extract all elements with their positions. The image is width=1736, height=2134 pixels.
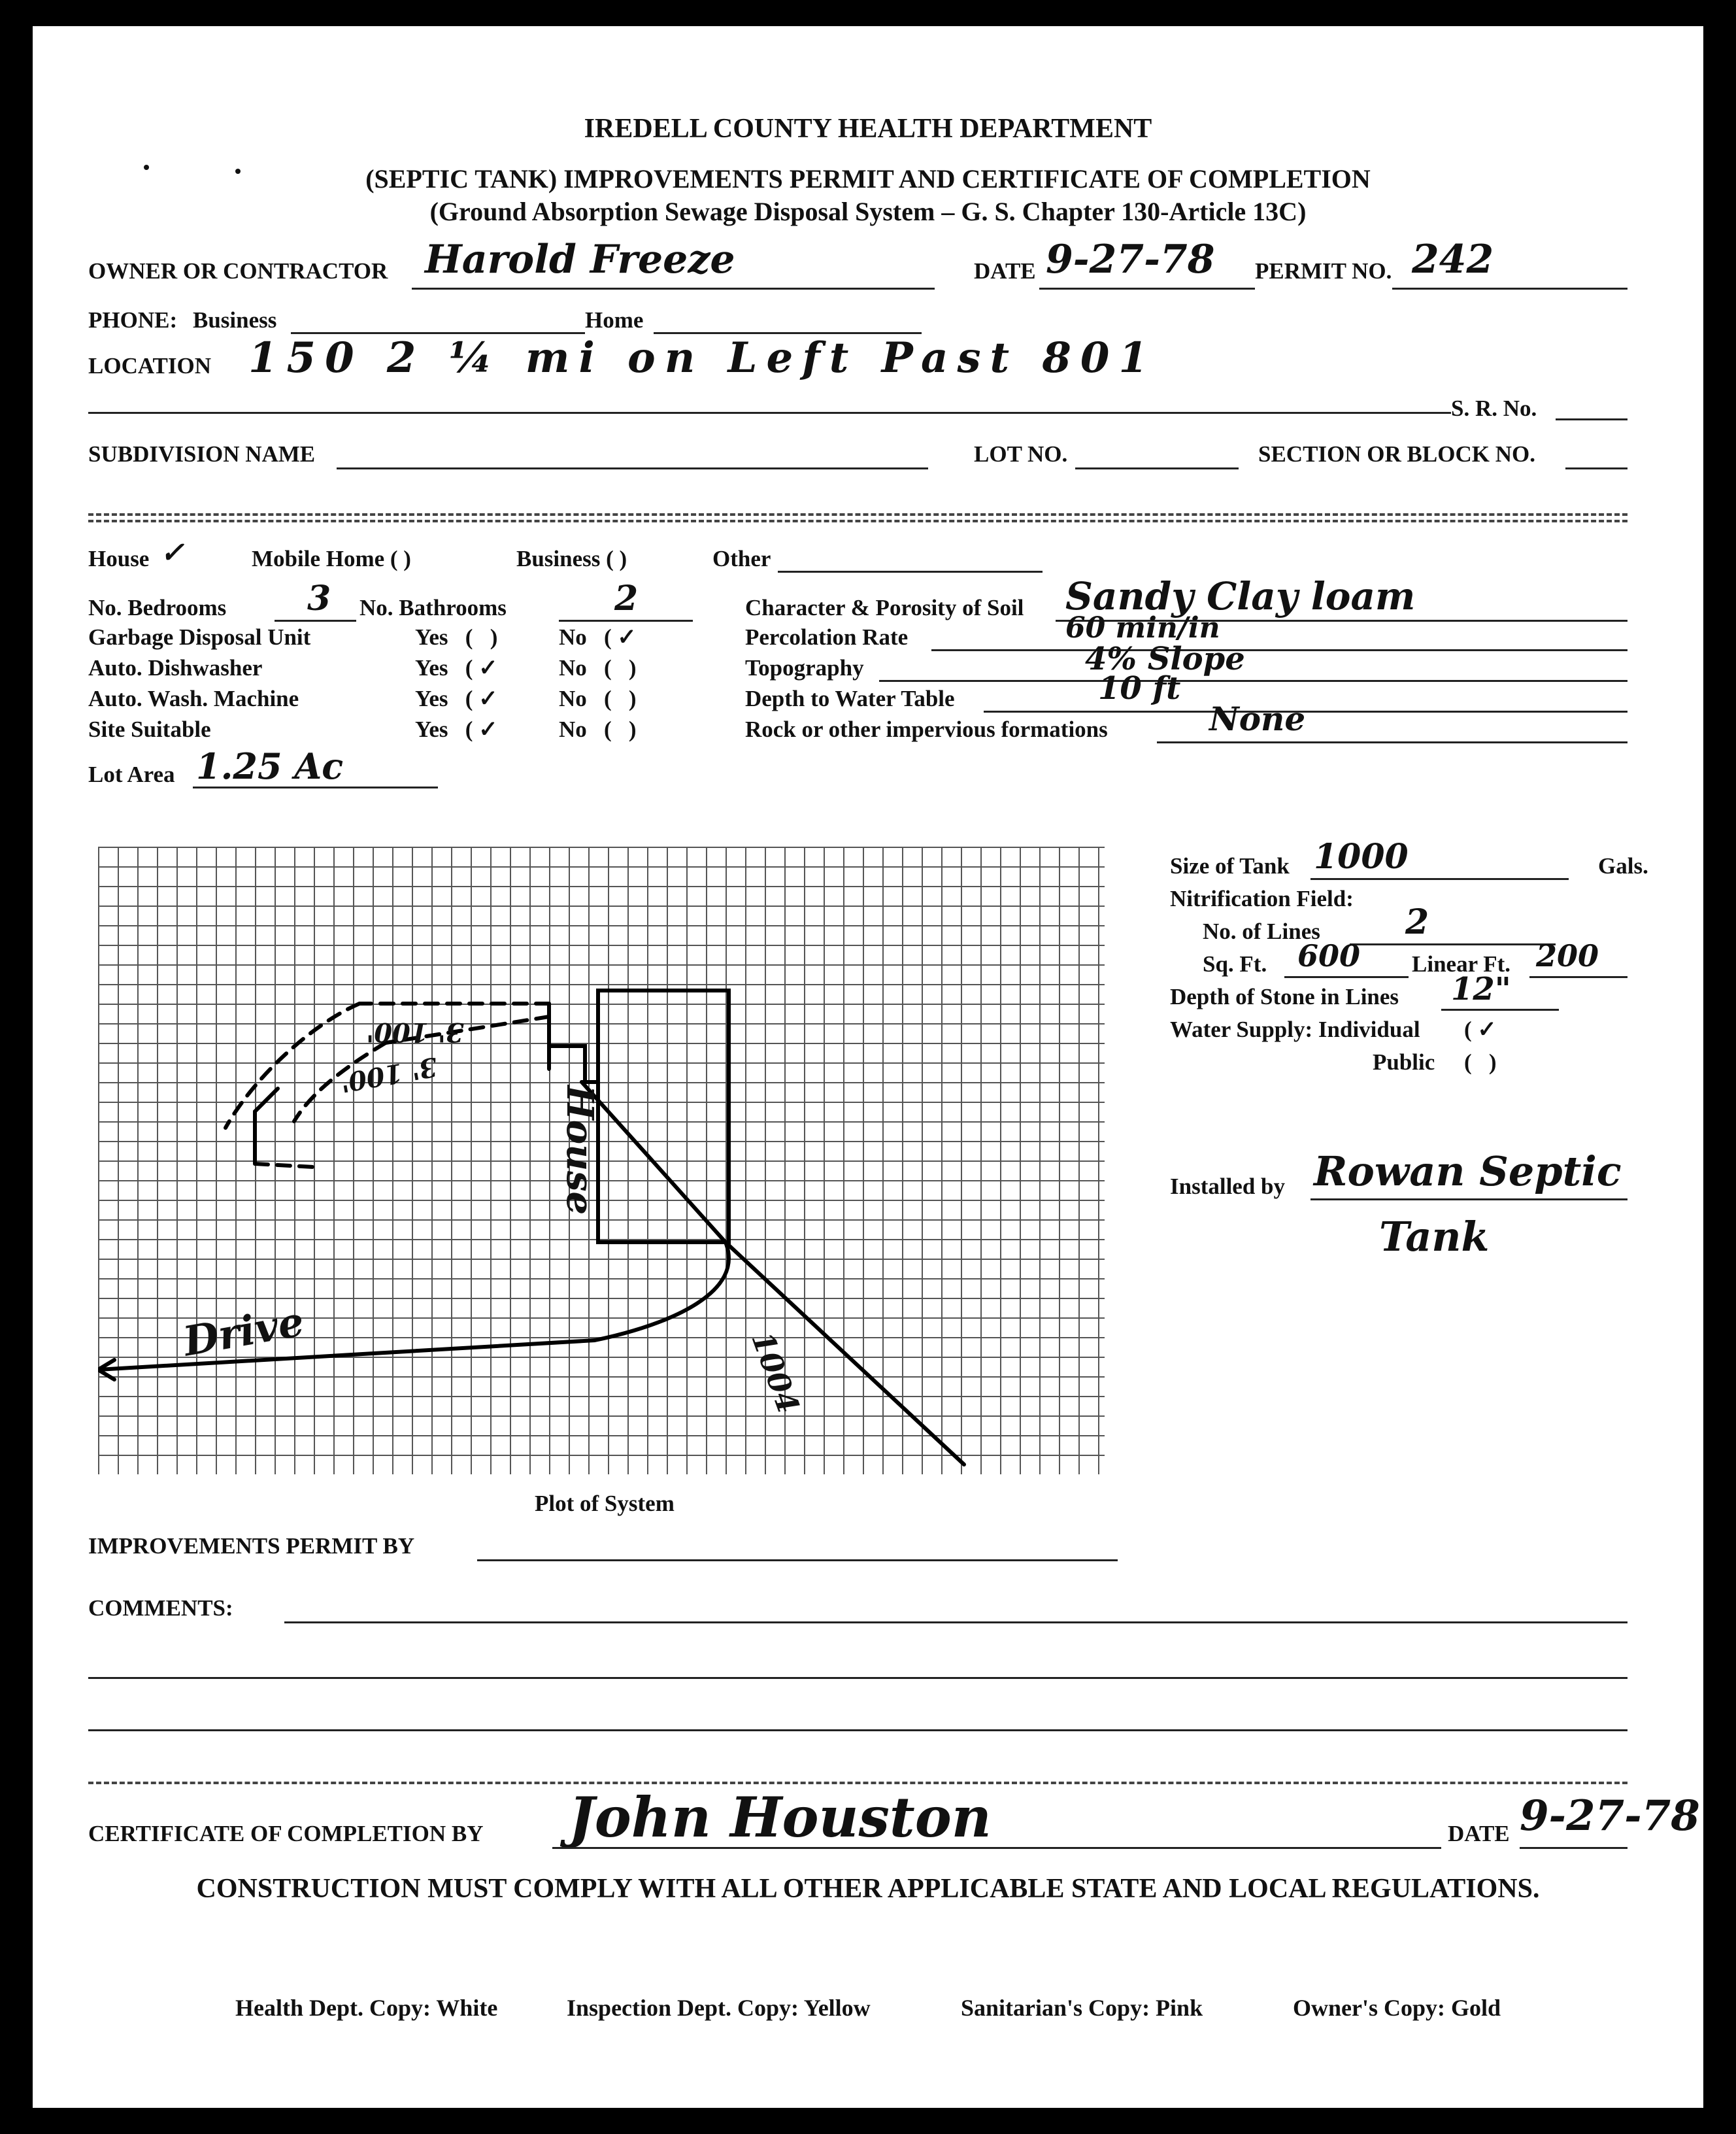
certificate-date-value: 9-27-78: [1520, 1791, 1700, 1840]
subdivision-label: SUBDIVISION NAME: [88, 441, 316, 467]
permit-by-line: [477, 1559, 1118, 1561]
separator-line: [88, 513, 1628, 516]
lines-line: [1350, 943, 1556, 945]
date-underline: [1039, 288, 1255, 290]
location-value: 150 2 ¼ mi on Left Past 801: [248, 333, 1157, 382]
form-subtitle: (Ground Absorption Sewage Disposal System – G. S. Chapter 130-Article 13C): [429, 197, 1307, 226]
sqft-label: Sq. Ft.: [1203, 951, 1267, 977]
house-check: ✓: [160, 536, 184, 569]
rock-label: Rock or other impervious formations: [745, 717, 1108, 742]
soil-character-label: Character & Porosity of Soil: [745, 595, 1024, 620]
lines-label: No. of Lines: [1203, 919, 1320, 944]
linear-label: Linear Ft.: [1412, 951, 1511, 977]
certificate-date-label: DATE: [1448, 1821, 1510, 1846]
lot-area-value: 1.25 Ac: [196, 745, 344, 787]
punch-mark: [235, 169, 241, 174]
copy-inspection: Inspection Dept. Copy: Yellow: [567, 1995, 871, 2021]
copy-owner: Owner's Copy: Gold: [1293, 1995, 1501, 2021]
owner-label: OWNER OR CONTRACTOR: [88, 258, 388, 284]
certificate-line: [552, 1847, 1441, 1849]
comments-label: COMMENTS:: [88, 1595, 233, 1621]
lines-value: 2: [1405, 902, 1429, 942]
plot-house-label: House: [558, 1085, 601, 1215]
tank-size-line: [1310, 878, 1569, 880]
certificate-signature: John Houston: [569, 1785, 992, 1850]
phone-home-label: Home: [585, 307, 644, 333]
installed-by-line: [1310, 1198, 1628, 1200]
water-table-line: [984, 711, 1628, 713]
phone-business-label: Business: [193, 307, 277, 333]
dishwasher-yes: Yes ( ✓: [415, 655, 498, 681]
lot-area-line: [193, 787, 438, 788]
subdivision-line: [337, 467, 928, 469]
wash-machine-label: Auto. Wash. Machine: [88, 686, 299, 711]
nitrification-label: Nitrification Field:: [1170, 886, 1354, 911]
public-label: Public: [1373, 1049, 1435, 1075]
perc-rate-label: Percolation Rate: [745, 624, 909, 650]
garbage-disposal-no: No ( ✓: [559, 624, 637, 650]
location-label: LOCATION: [88, 353, 211, 379]
installed-by-label: Installed by: [1170, 1174, 1286, 1199]
stone-depth-line: [1441, 1009, 1559, 1011]
sr-line: [1556, 418, 1628, 420]
plot-caption: Plot of System: [535, 1491, 675, 1516]
bedrooms-line: [275, 620, 356, 622]
site-suitable-yes: Yes ( ✓: [415, 717, 498, 742]
rock-value: None: [1209, 700, 1306, 738]
owner-underline: [412, 288, 935, 290]
site-suitable-label: Site Suitable: [88, 717, 211, 742]
topography-value: 4% Slope: [1085, 641, 1245, 677]
plot-road-label: 1004: [744, 1327, 807, 1418]
plot-drive-label: Drive: [180, 1297, 308, 1366]
section-line: [1565, 467, 1628, 469]
permit-value: 242: [1412, 237, 1494, 282]
mobile-home-label: Mobile Home ( ): [252, 546, 411, 571]
regulations-notice: CONSTRUCTION MUST COMPLY WITH ALL OTHER APPLICABLE STATE AND LOCAL REGULATIONS.: [196, 1874, 1540, 1904]
business-type-label: Business ( ): [516, 546, 627, 571]
plot-line-label-1: 3' 100': [366, 1017, 464, 1047]
installed-by-value-1: Rowan Septic: [1314, 1147, 1622, 1195]
stone-depth-label: Depth of Stone in Lines: [1170, 984, 1399, 1009]
perc-rate-value: 60 min/in: [1065, 611, 1220, 645]
stone-depth-value: 12": [1451, 971, 1511, 1008]
copy-sanitarian: Sanitarian's Copy: Pink: [961, 1995, 1203, 2021]
linear-line: [1529, 976, 1628, 978]
bedrooms-value: 3: [307, 579, 331, 618]
department-title: IREDELL COUNTY HEALTH DEPARTMENT: [584, 114, 1152, 144]
individual-mark: ( ✓: [1464, 1017, 1497, 1042]
dishwasher-label: Auto. Dishwasher: [88, 655, 263, 681]
permit-label: PERMIT NO.: [1255, 258, 1392, 284]
location-line: [88, 412, 1451, 414]
bathrooms-value: 2: [614, 579, 639, 618]
bathrooms-line: [559, 620, 693, 622]
sr-label: S. R. No.: [1451, 396, 1537, 421]
gals-label: Gals.: [1598, 853, 1648, 879]
sqft-line: [1284, 976, 1409, 978]
form-title: (SEPTIC TANK) IMPROVEMENTS PERMIT AND CERTIFICATE OF COMPLETION: [365, 164, 1371, 194]
topography-line: [879, 680, 1628, 682]
water-table-value: 10 ft: [1098, 670, 1181, 707]
tank-size-label: Size of Tank: [1170, 853, 1290, 879]
comments-line: [88, 1677, 1628, 1679]
comments-line: [284, 1621, 1628, 1623]
other-line: [778, 571, 1043, 573]
lot-line: [1075, 467, 1239, 469]
perc-rate-line: [931, 649, 1628, 651]
date-value: 9-27-78: [1046, 237, 1215, 282]
lot-area-label: Lot Area: [88, 762, 175, 787]
rock-line: [1157, 741, 1628, 743]
permit-form: [33, 26, 1703, 2108]
sqft-value: 600: [1297, 938, 1361, 974]
site-suitable-no: No ( ): [559, 717, 637, 742]
bathrooms-label: No. Bathrooms: [359, 595, 507, 620]
installed-by-value-2: Tank: [1379, 1213, 1490, 1261]
water-table-label: Depth to Water Table: [745, 686, 955, 711]
bedrooms-label: No. Bedrooms: [88, 595, 227, 620]
certificate-date-line: [1520, 1847, 1628, 1849]
wash-machine-no: No ( ): [559, 686, 637, 711]
soil-character-value: Sandy Clay loam: [1065, 574, 1416, 618]
wash-machine-yes: Yes ( ✓: [415, 686, 498, 711]
other-label: Other: [712, 546, 771, 571]
linear-value: 200: [1536, 938, 1599, 974]
owner-value: Harold Freeze: [425, 237, 735, 282]
house-label: House: [88, 546, 150, 571]
separator-line: [88, 1782, 1628, 1784]
topography-label: Topography: [745, 655, 864, 681]
dishwasher-no: No ( ): [559, 655, 637, 681]
plot-line-label-2: 3' 100': [338, 1051, 440, 1098]
comments-line: [88, 1729, 1628, 1731]
separator-line: [88, 520, 1628, 522]
date-label: DATE: [974, 258, 1036, 284]
certificate-label: CERTIFICATE OF COMPLETION BY: [88, 1821, 484, 1846]
section-label: SECTION OR BLOCK NO.: [1258, 441, 1535, 467]
garbage-disposal-yes: Yes ( ): [415, 624, 498, 650]
permit-by-label: IMPROVEMENTS PERMIT BY: [88, 1533, 415, 1559]
copy-health: Health Dept. Copy: White: [235, 1995, 498, 2021]
water-supply-label: Water Supply: Individual: [1170, 1017, 1420, 1042]
punch-mark: [144, 165, 149, 170]
lot-label: LOT NO.: [974, 441, 1068, 467]
public-mark: ( ): [1464, 1049, 1497, 1075]
permit-underline: [1392, 288, 1628, 290]
tank-size-value: 1000: [1314, 837, 1409, 877]
garbage-disposal-label: Garbage Disposal Unit: [88, 624, 311, 650]
plot-sketch: [98, 847, 1105, 1474]
phone-label: PHONE:: [88, 307, 178, 333]
